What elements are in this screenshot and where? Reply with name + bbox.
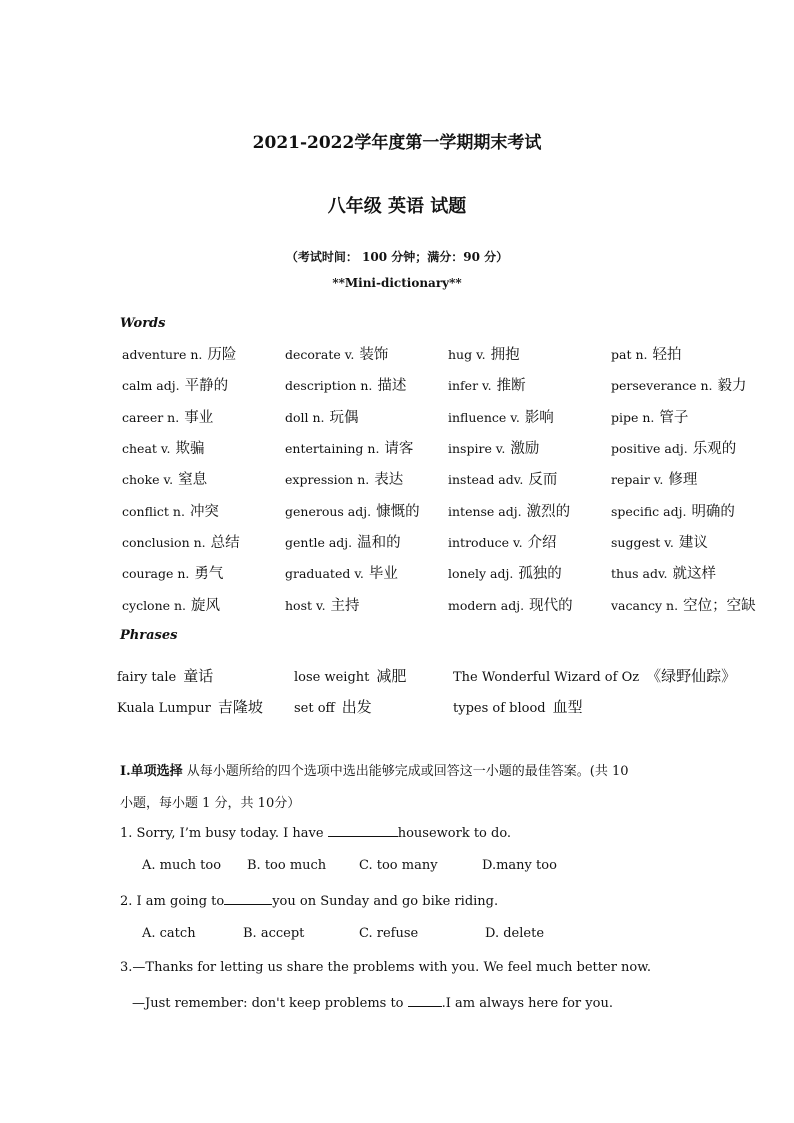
word-chinese: 介绍	[527, 534, 557, 551]
word-english: expression n.	[285, 472, 370, 488]
word-english: conflict n.	[122, 503, 185, 519]
exam-info: （考试时间： 100 分钟；满分：90 分）	[285, 250, 509, 264]
word-entry	[448, 500, 611, 521]
word-english: lonely adj.	[448, 566, 514, 582]
word-entry	[448, 531, 611, 552]
words-row	[122, 588, 774, 619]
option-d[interactable]: D. delete	[485, 926, 545, 941]
word-chinese: 欺骗	[175, 441, 205, 458]
section-one-label: I.单项选择	[120, 764, 183, 779]
word-entry	[448, 594, 611, 615]
word-english: gentle adj.	[285, 534, 353, 550]
word-english: adventure n.	[122, 347, 203, 363]
phrase-entry	[117, 696, 294, 717]
phrase-chinese: 出发	[341, 698, 372, 716]
word-chinese: 慷慨的	[376, 503, 420, 520]
word-entry	[285, 531, 448, 552]
option-c[interactable]: C. refuse	[359, 926, 419, 941]
word-chinese: 表达	[374, 472, 404, 489]
phrase-entry	[453, 665, 763, 686]
word-english: pipe n.	[611, 409, 655, 425]
word-chinese: 主持	[330, 597, 360, 614]
word-entry	[611, 374, 774, 395]
word-entry	[285, 500, 448, 521]
words-row	[122, 494, 774, 525]
words-heading: Words	[120, 316, 166, 331]
word-chinese: 请客	[384, 441, 414, 458]
word-english: inspire v.	[448, 441, 506, 457]
phrases-row	[117, 691, 763, 722]
word-english: intense adj.	[448, 503, 522, 519]
section-one-instruction-cont: 小题，每小题 1 分，共 10分）	[120, 796, 301, 811]
word-entry	[611, 594, 774, 615]
word-english: conclusion n.	[122, 534, 206, 550]
word-chinese: 勇气	[194, 566, 224, 583]
question-3-reply: —Just remember: don't keep problems to .I am always here for you.	[132, 996, 613, 1011]
word-entry	[122, 531, 285, 552]
word-english: positive adj.	[611, 441, 688, 457]
word-chinese: 现代的	[529, 597, 573, 614]
word-chinese: 毕业	[368, 566, 398, 583]
option-b[interactable]: B. too much	[247, 858, 327, 873]
word-chinese: 推断	[496, 378, 526, 395]
word-chinese: 空位；空缺	[683, 597, 756, 614]
word-chinese: 平静的	[184, 378, 229, 395]
word-english: vacancy n.	[611, 597, 679, 613]
word-english: perseverance n.	[611, 378, 713, 394]
word-entry	[611, 468, 774, 489]
phrase-entry	[294, 696, 453, 717]
word-chinese: 修理	[668, 472, 698, 489]
word-entry	[611, 343, 774, 364]
words-row	[122, 401, 774, 432]
word-entry	[448, 562, 611, 583]
word-chinese: 温和的	[357, 534, 401, 551]
section-one-instruction	[120, 760, 629, 779]
word-entry	[448, 343, 611, 364]
word-chinese: 历险	[207, 347, 237, 364]
option-c[interactable]: C. too many	[359, 858, 438, 873]
phrase-entry	[453, 696, 763, 717]
answer-blank	[224, 892, 272, 905]
word-chinese: 拥抱	[490, 347, 520, 364]
word-english: cheat v.	[122, 441, 171, 457]
word-entry	[285, 406, 448, 427]
word-entry	[448, 437, 611, 458]
word-english: influence v.	[448, 409, 520, 425]
word-english: graduated v.	[285, 566, 364, 582]
word-entry	[611, 406, 774, 427]
phrases-row	[117, 660, 763, 691]
word-english: specific adj.	[611, 503, 687, 519]
phrase-english: types of blood	[453, 701, 546, 716]
option-b[interactable]: B. accept	[243, 926, 305, 941]
word-entry	[122, 406, 285, 427]
word-chinese: 反而	[528, 472, 558, 489]
word-english: pat n.	[611, 347, 648, 363]
word-english: entertaining n.	[285, 441, 380, 457]
word-entry	[122, 500, 285, 521]
word-chinese: 总结	[210, 534, 240, 551]
word-chinese: 就这样	[672, 566, 717, 583]
word-chinese: 轻拍	[652, 347, 682, 364]
word-english: courage n.	[122, 566, 190, 582]
word-chinese: 事业	[184, 409, 214, 426]
exam-subtitle: 八年级 英语 试题	[327, 196, 467, 217]
word-english: description n.	[285, 378, 373, 394]
word-english: career n.	[122, 409, 180, 425]
word-entry	[448, 406, 611, 427]
phrase-english: lose weight	[294, 670, 370, 685]
word-chinese: 毅力	[717, 378, 747, 395]
question-2: 2. I am going to you on Sunday and go bike riding.	[120, 894, 499, 909]
word-english: decorate v.	[285, 347, 355, 363]
word-chinese: 描述	[377, 378, 407, 395]
word-english: instead adv.	[448, 472, 524, 488]
word-chinese: 玩偶	[329, 409, 359, 426]
answer-blank	[408, 994, 442, 1007]
word-entry	[448, 374, 611, 395]
word-english: cyclone n.	[122, 597, 187, 613]
word-chinese: 窒息	[178, 472, 208, 489]
word-chinese: 乐观的	[692, 441, 737, 458]
word-chinese: 明确的	[691, 503, 735, 520]
word-english: hug v.	[448, 347, 486, 363]
section-one-text: 从每小题所给的四个选项中选出能够完成或回答这一小题的最佳答案。(共 10	[182, 764, 629, 779]
phrase-chinese: 血型	[552, 698, 583, 716]
words-row	[122, 432, 774, 463]
question-3: 3.—Thanks for letting us share the problems with you. We feel much better now.	[120, 960, 651, 975]
word-english: choke v.	[122, 472, 174, 488]
word-entry	[285, 374, 448, 395]
word-entry	[611, 437, 774, 458]
word-entry	[122, 343, 285, 364]
word-entry	[122, 594, 285, 615]
word-entry	[611, 531, 774, 552]
word-chinese: 装饰	[359, 347, 389, 364]
word-english: doll n.	[285, 409, 325, 425]
word-english: introduce v.	[448, 534, 523, 550]
question-1: 1. Sorry, I’m busy today. I have housework to do.	[120, 826, 512, 841]
words-table	[122, 338, 774, 620]
word-english: host v.	[285, 597, 326, 613]
word-english: repair v.	[611, 472, 664, 488]
word-english: infer v.	[448, 378, 492, 394]
option-a[interactable]: A. much too	[142, 858, 222, 873]
words-row	[122, 526, 774, 557]
phrase-english: Kuala Lumpur	[117, 701, 211, 716]
word-chinese: 建议	[678, 534, 708, 551]
word-english: generous adj.	[285, 503, 372, 519]
word-chinese: 孤独的	[518, 566, 562, 583]
word-entry	[122, 374, 285, 395]
word-chinese: 激励	[510, 441, 540, 458]
word-chinese: 旋风	[191, 597, 221, 614]
phrase-chinese: 《绿野仙踪》	[646, 667, 737, 685]
word-english: calm adj.	[122, 378, 180, 394]
word-entry	[448, 468, 611, 489]
phrase-english: The Wonderful Wizard of Oz	[453, 670, 640, 685]
word-entry	[285, 437, 448, 458]
option-a[interactable]: A. catch	[142, 926, 196, 941]
phrase-english: set off	[294, 701, 335, 716]
word-english: thus adv.	[611, 566, 668, 582]
phrases-heading: Phrases	[120, 628, 178, 643]
word-chinese: 影响	[524, 409, 554, 426]
phrase-entry	[117, 665, 294, 686]
phrase-chinese: 吉隆坡	[217, 698, 263, 716]
phrases-table	[117, 660, 763, 722]
word-entry	[122, 437, 285, 458]
words-row	[122, 369, 774, 400]
question-1-options	[142, 858, 557, 873]
words-row	[122, 557, 774, 588]
word-entry	[611, 562, 774, 583]
words-row	[122, 338, 774, 369]
phrase-english: fairy tale	[117, 670, 177, 685]
phrase-entry	[294, 665, 453, 686]
word-entry	[285, 562, 448, 583]
word-chinese: 管子	[659, 409, 689, 426]
word-entry	[122, 562, 285, 583]
words-row	[122, 463, 774, 494]
word-entry	[285, 468, 448, 489]
question-2-options	[142, 926, 544, 941]
word-entry	[611, 500, 774, 521]
word-entry	[285, 594, 448, 615]
word-chinese: 冲突	[189, 503, 219, 520]
exam-title: 2021-2022学年度第一学期期末考试	[252, 133, 542, 153]
dictionary-title: **Mini-dictionary**	[332, 276, 462, 290]
phrase-chinese: 童话	[183, 667, 214, 685]
answer-blank	[328, 824, 398, 837]
word-entry	[285, 343, 448, 364]
word-english: suggest v.	[611, 534, 674, 550]
word-english: modern adj.	[448, 597, 525, 613]
word-chinese: 激烈的	[526, 503, 571, 520]
phrase-chinese: 减肥	[376, 667, 407, 685]
option-d[interactable]: D.many too	[482, 858, 557, 873]
word-entry	[122, 468, 285, 489]
